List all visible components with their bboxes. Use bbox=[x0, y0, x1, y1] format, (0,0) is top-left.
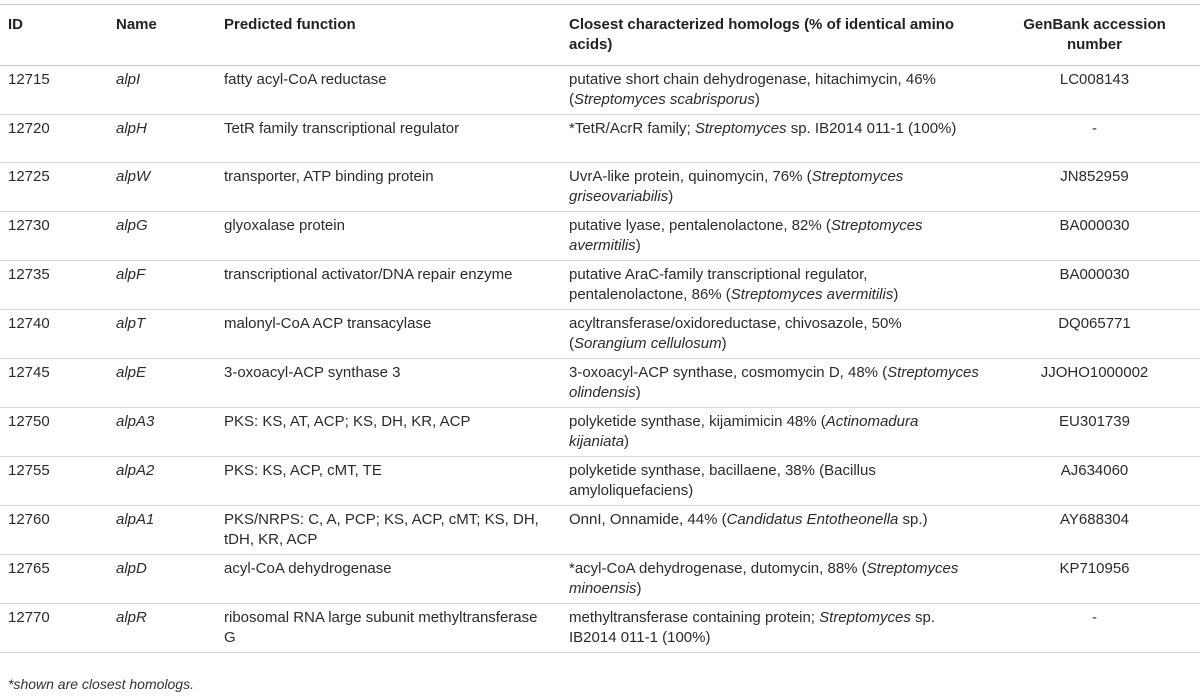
cell-name: alpD bbox=[116, 560, 147, 577]
homolog-text-part: ) bbox=[636, 580, 642, 597]
cell-function: acyl-CoA dehydrogenase bbox=[224, 560, 392, 577]
homolog-text-part: ) bbox=[754, 91, 760, 108]
homolog-text-part: sp.) bbox=[898, 511, 928, 528]
cell-name: alpA1 bbox=[116, 511, 155, 528]
homolog-text-part: polyketide synthase, bacillaene, 38% (Bacillus amyloliquefaciens) bbox=[569, 462, 876, 499]
cell-name: alpE bbox=[116, 364, 147, 381]
homolog-text-part: Actinomadura kijaniata bbox=[569, 413, 919, 450]
table-row bbox=[0, 555, 1200, 604]
homolog-text-part: Streptomyces bbox=[819, 609, 911, 626]
cell-function: transcriptional activator/DNA repair enzyme bbox=[224, 266, 513, 283]
cell-name: alpT bbox=[116, 315, 146, 332]
homolog-text-part: Candidatus Entotheonella bbox=[726, 511, 899, 528]
cell-id: 12770 bbox=[8, 609, 50, 626]
table-row bbox=[0, 163, 1200, 212]
cell-function: PKS/NRPS: C, A, PCP; KS, ACP, cMT; KS, DH, tDH, KR, ACP bbox=[224, 511, 539, 548]
homolog-text-part: 3-oxoacyl-ACP synthase, cosmomycin D, 48% ( bbox=[569, 364, 888, 381]
cell-function: malonyl-CoA ACP transacylase bbox=[224, 315, 432, 332]
cell-homologs bbox=[561, 359, 989, 408]
table-body bbox=[0, 66, 1200, 653]
cell-accession: LC008143 bbox=[1059, 71, 1130, 88]
cell-id: 12745 bbox=[8, 364, 50, 381]
header-name: Name bbox=[116, 16, 157, 33]
homolog-text-part: putative lyase, pentalenolactone, 82% ( bbox=[569, 217, 831, 234]
cell-name: alpR bbox=[116, 609, 147, 626]
cell-name: alpF bbox=[116, 266, 146, 283]
cell-homologs bbox=[561, 261, 989, 310]
header-homologs: Closest characterized homologs (% of identical amino acids) bbox=[569, 16, 955, 53]
cell-accession: AJ634060 bbox=[1060, 462, 1129, 479]
table-row bbox=[0, 310, 1200, 359]
homolog-text-part: putative AraC-family transcriptional regulator, pentalenolactone, 86% ( bbox=[569, 266, 868, 303]
homolog-text-part: sp. IB2014 011-1 (100%) bbox=[786, 120, 957, 137]
cell-homologs bbox=[561, 212, 989, 261]
homolog-text-part: Streptomyces olindensis bbox=[569, 364, 979, 401]
cell-function: 3-oxoacyl-ACP synthase 3 bbox=[224, 364, 401, 381]
homolog-text-part: *acyl-CoA dehydrogenase, dutomycin, 88% ( bbox=[569, 560, 867, 577]
cell-homologs bbox=[561, 163, 989, 212]
cell-id: 12750 bbox=[8, 413, 50, 430]
cell-id: 12725 bbox=[8, 168, 50, 185]
header-accession: GenBank accession number bbox=[1023, 16, 1166, 53]
homolog-text-part: ) bbox=[635, 384, 641, 401]
cell-homologs bbox=[561, 310, 989, 359]
cell-function: glyoxalase protein bbox=[224, 217, 345, 234]
homolog-text-part: putative short chain dehydrogenase, hitachimycin, 46% ( bbox=[569, 71, 936, 108]
homolog-text-part: ) bbox=[893, 286, 899, 303]
cell-accession: - bbox=[1092, 120, 1097, 137]
homolog-text-part: Streptomyces griseovariabilis bbox=[569, 168, 904, 205]
cell-id: 12720 bbox=[8, 120, 50, 137]
cell-id: 12715 bbox=[8, 71, 50, 88]
cell-function: PKS: KS, AT, ACP; KS, DH, KR, ACP bbox=[224, 413, 471, 430]
cell-homologs bbox=[561, 506, 989, 555]
header-row bbox=[0, 5, 1200, 66]
homolog-text-part: Streptomyces bbox=[694, 120, 787, 137]
homolog-text-part: ) bbox=[624, 433, 630, 450]
cell-name: alpG bbox=[116, 217, 148, 234]
cell-id: 12735 bbox=[8, 266, 50, 283]
cell-homologs bbox=[561, 555, 989, 604]
gene-table bbox=[0, 4, 1200, 653]
table-row bbox=[0, 408, 1200, 457]
table-row bbox=[0, 604, 1200, 653]
table-row bbox=[0, 115, 1200, 163]
cell-id: 12760 bbox=[8, 511, 50, 528]
homolog-text-part: polyketide synthase, kijamimicin 48% ( bbox=[569, 413, 826, 430]
cell-name: alpI bbox=[116, 71, 141, 88]
cell-function: TetR family transcriptional regulator bbox=[224, 120, 460, 137]
cell-name: alpA2 bbox=[116, 462, 155, 479]
cell-function: fatty acyl-CoA reductase bbox=[224, 71, 387, 88]
homolog-text-part: ) bbox=[721, 335, 727, 352]
cell-accession: JJOHO1000002 bbox=[1040, 364, 1149, 381]
cell-name: alpH bbox=[116, 120, 147, 137]
homolog-text-part: Streptomyces scabrisporus bbox=[574, 91, 755, 108]
homolog-text-part: methyltransferase containing protein; bbox=[569, 609, 820, 626]
cell-accession: EU301739 bbox=[1059, 413, 1130, 430]
cell-function: PKS: KS, ACP, cMT, TE bbox=[224, 462, 382, 479]
cell-id: 12765 bbox=[8, 560, 50, 577]
cell-accession: KP710956 bbox=[1059, 560, 1130, 577]
homolog-text-part: *TetR/AcrR family; bbox=[569, 120, 695, 137]
cell-accession: JN852959 bbox=[1060, 168, 1129, 185]
cell-id: 12755 bbox=[8, 462, 50, 479]
homolog-text-part: sp. IB2014 011-1 (100%) bbox=[569, 609, 936, 646]
homolog-text-part: ) bbox=[668, 188, 674, 205]
cell-name: alpW bbox=[116, 168, 151, 185]
cell-homologs bbox=[561, 115, 989, 163]
homolog-text-part: Streptomyces avermitilis bbox=[730, 286, 894, 303]
cell-accession: DQ065771 bbox=[1058, 315, 1131, 332]
table-header bbox=[0, 5, 1200, 66]
cell-homologs bbox=[561, 457, 989, 506]
cell-id: 12740 bbox=[8, 315, 50, 332]
table-row bbox=[0, 359, 1200, 408]
footnote: *shown are closest homologs. bbox=[8, 676, 194, 692]
table-row bbox=[0, 212, 1200, 261]
homolog-text-part: OnnI, Onnamide, 44% ( bbox=[569, 511, 727, 528]
homolog-text-part: Streptomyces avermitilis bbox=[569, 217, 923, 254]
table-row bbox=[0, 261, 1200, 310]
cell-accession: BA000030 bbox=[1059, 217, 1130, 234]
cell-accession: - bbox=[1092, 609, 1097, 626]
table-row bbox=[0, 457, 1200, 506]
cell-function: transporter, ATP binding protein bbox=[224, 168, 434, 185]
header-id: ID bbox=[8, 16, 23, 33]
homolog-text-part: Streptomyces minoensis bbox=[569, 560, 959, 597]
cell-id: 12730 bbox=[8, 217, 50, 234]
cell-homologs bbox=[561, 604, 989, 653]
cell-homologs bbox=[561, 66, 989, 115]
cell-accession: AY688304 bbox=[1060, 511, 1129, 528]
header-function: Predicted function bbox=[224, 16, 356, 33]
table-row bbox=[0, 506, 1200, 555]
homolog-text-part: ) bbox=[635, 237, 641, 254]
cell-name: alpA3 bbox=[116, 413, 155, 430]
homolog-text-part: UvrA-like protein, quinomycin, 76% ( bbox=[569, 168, 812, 185]
table-row bbox=[0, 66, 1200, 115]
cell-homologs bbox=[561, 408, 989, 457]
homolog-text-part: acyltransferase/oxidoreductase, chivosazole, 50% ( bbox=[569, 315, 902, 352]
cell-function: ribosomal RNA large subunit methyltransferase G bbox=[224, 609, 538, 646]
homolog-text-part: Sorangium cellulosum bbox=[574, 335, 722, 352]
cell-accession: BA000030 bbox=[1059, 266, 1130, 283]
